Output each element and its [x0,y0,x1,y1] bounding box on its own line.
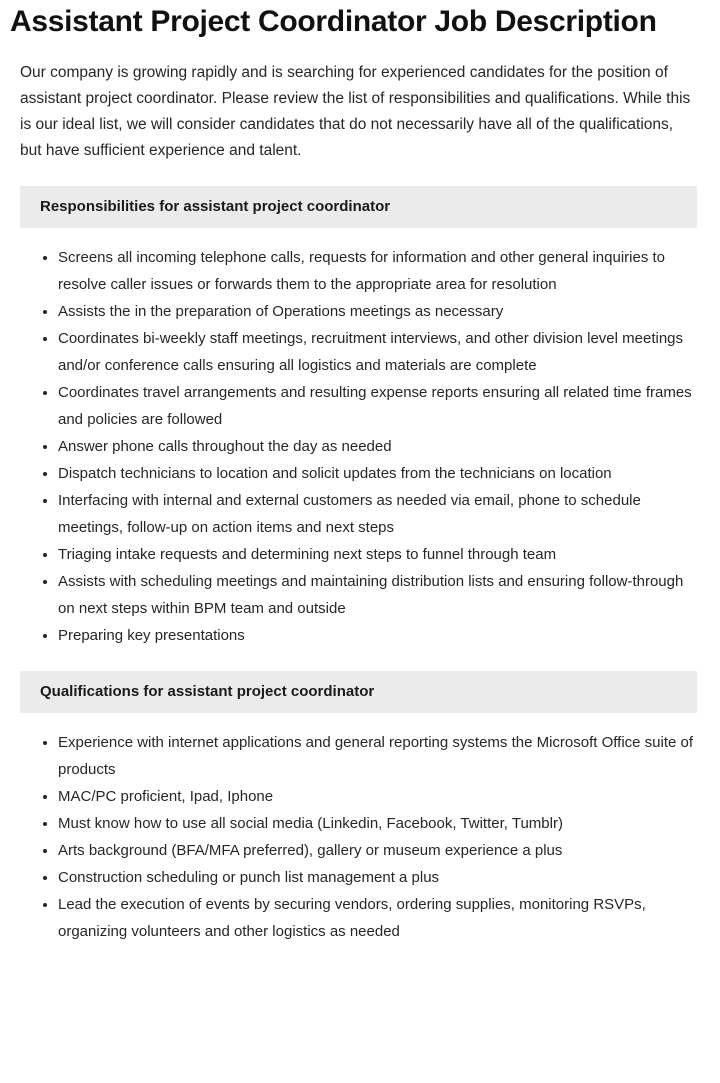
list-item: Coordinates travel arrangements and resulting expense reports ensuring all related time frames and policies are followed [0,379,696,433]
list-item: Construction scheduling or punch list management a plus [0,864,696,891]
list-item: Lead the execution of events by securing vendors, ordering supplies, monitoring RSVPs, organizing volunteers and other logistics as needed [0,891,696,945]
list-item: Assists with scheduling meetings and maintaining distribution lists and ensuring follow-through on next steps within BPM team and outside [0,568,696,622]
intro-paragraph: Our company is growing rapidly and is searching for experienced candidates for the position of assistant project coordinator. Please review the list of responsibilities and qualifications. While this is our ideal list, we will consider candidates that do not necessarily have all of the qualifications, but have sufficient experience and talent. [20,64,691,159]
qualifications-list [0,729,720,945]
list-item: Must know how to use all social media (Linkedin, Facebook, Twitter, Tumblr) [0,810,696,837]
list-item: Assists the in the preparation of Operations meetings as necessary [0,298,696,325]
list-item: Screens all incoming telephone calls, requests for information and other general inquiries to resolve caller issues or forwards them to the appropriate area for resolution [0,244,696,298]
list-item: Coordinates bi-weekly staff meetings, recruitment interviews, and other division level meetings and/or conference calls ensuring all logistics and materials are complete [0,325,696,379]
responsibilities-list [0,244,720,649]
list-item: Dispatch technicians to location and solicit updates from the technicians on location [0,460,696,487]
list-item: MAC/PC proficient, Ipad, Iphone [0,783,696,810]
list-item: Arts background (BFA/MFA preferred), gallery or museum experience a plus [0,837,696,864]
page-title: Assistant Project Coordinator Job Description [10,5,657,38]
section-header-qualifications [20,671,697,713]
list-item: Preparing key presentations [0,622,696,649]
list-item: Interfacing with internal and external customers as needed via email, phone to schedule meetings, follow-up on action items and next steps [0,487,696,541]
list-item: Triaging intake requests and determining next steps to funnel through team [0,541,696,568]
section-heading-label: Responsibilities for assistant project coordinator [40,198,391,215]
section-header-responsibilities [20,186,697,228]
list-item: Experience with internet applications and general reporting systems the Microsoft Office suite of products [0,729,696,783]
list-item: Answer phone calls throughout the day as needed [0,433,696,460]
section-heading-label: Qualifications for assistant project coordinator [40,683,375,700]
